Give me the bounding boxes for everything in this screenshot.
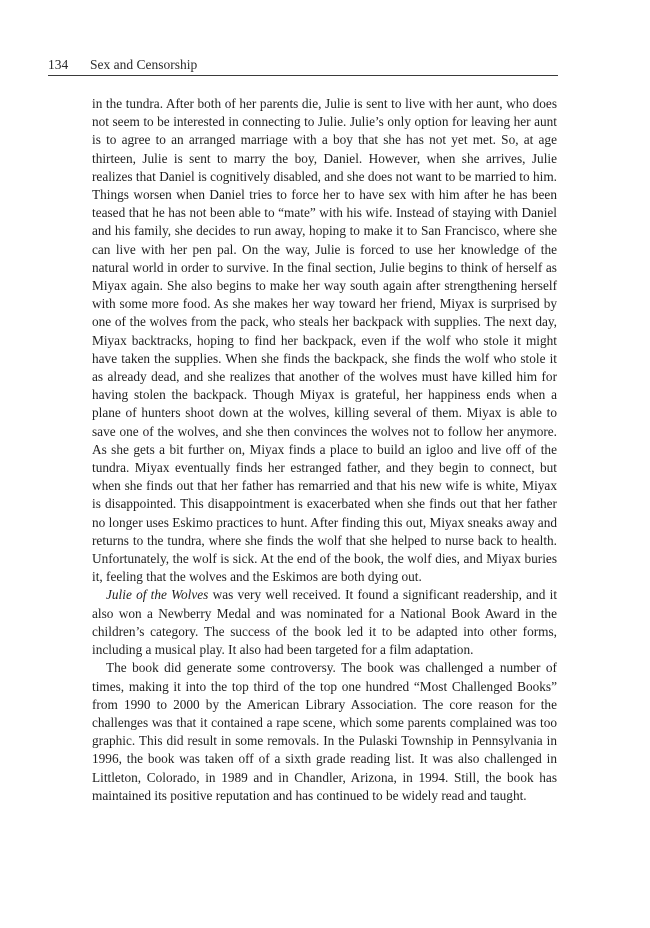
paragraph-continuation: in the tundra. After both of her parents die, Julie is sent to live with her aunt, who does not seem to be interested in connecting to Julie. Julie’s only option for leaving her aunt is to agree to an arranged marriage with a boy that she has not yet met. So, at age thirteen, Julie is sent to marry the boy, Daniel. However, when she arrives, Julie realizes that Daniel is cognitively disabled, and she does not want to be married to him. Things worsen when Daniel tries to force her to have sex with him after he has been teased that he has not been able to “mate” with his wife. Instead of staying with Daniel and his family, she decides to run away, hoping to make it to San Francisco, where she can live with her pen pal. On the way, Julie is forced to use her knowledge of the natural world in order to survive. In the final section, Julie begins to think of herself as Miyax again. She also begins to make her way south again after strengthening herself with some more food. As she makes her way toward her friend, Miyax is surprised by one of the wolves from the pack, who steals her backpack with supplies. The next day, Miyax backtracks, hoping to find her backpack, even if the wolf who stole it might have taken the supplies. When she finds the backpack, she finds the wolf who stole it as already dead, and she realizes that another of the wolves must have killed him for having stolen the backpack. Though Miyax is grateful, her happiness ends when a plane of hunters shoot down at the wolves, killing several of them. Miyax is able to save one of the wolves, and she then convinces the wolves not to follow her anymore. As she gets a bit further on, Miyax finds a place to build an igloo and live off of the tundra. Miyax eventually finds her estranged father, and they begin to connect, but when she finds out that her father has remarried and that his new wife is white, Miyax is disappointed. This disappointment is exacerbated when she finds out that her father no longer uses Eskimo practices to hunt. After finding this out, Miyax sneaks away and returns to the tundra, where she finds the wolf that she helped to nurse back to health. Unfortunately, the wolf is sick. At the end of the book, the wolf dies, and Miyax buries it, feeling that the wolves and the Eskimos are both dying out. bbox=[92, 96, 557, 585]
body-text bbox=[92, 95, 557, 805]
paragraph-reception bbox=[92, 586, 557, 659]
running-title: Sex and Censorship bbox=[90, 57, 198, 72]
running-header bbox=[48, 56, 558, 74]
page-number: 134 bbox=[48, 57, 69, 72]
book-title: Julie of the Wolves bbox=[106, 587, 209, 603]
paragraph-reception-text: was very well received. It found a significant readership, and it also won a Newberry Medal and was nominated for a National Book Award in the children’s category. The success of the book led it to be adapted into other forms, including a musical play. It also had been targeted for a film adaptation. bbox=[92, 587, 558, 658]
header-rule bbox=[48, 75, 558, 76]
paragraph-controversy: The book did generate some controversy. The book was challenged a number of times, making it into the top third of the top one hundred “Most Challenged Books” from 1990 to 2000 by the American Library Association. The core reason for the challenges was that it contained a rape scene, which some parents complained was too graphic. This did result in some removals. In the Pulaski Township in Pennsylvania in 1996, the book was taken off of a sixth grade reading list. It was also challenged in Littleton, Colorado, in 1989 and in Chandler, Arizona, in 1994. Still, the book has maintained its positive reputation and has continued to be widely read and taught. bbox=[92, 660, 557, 803]
